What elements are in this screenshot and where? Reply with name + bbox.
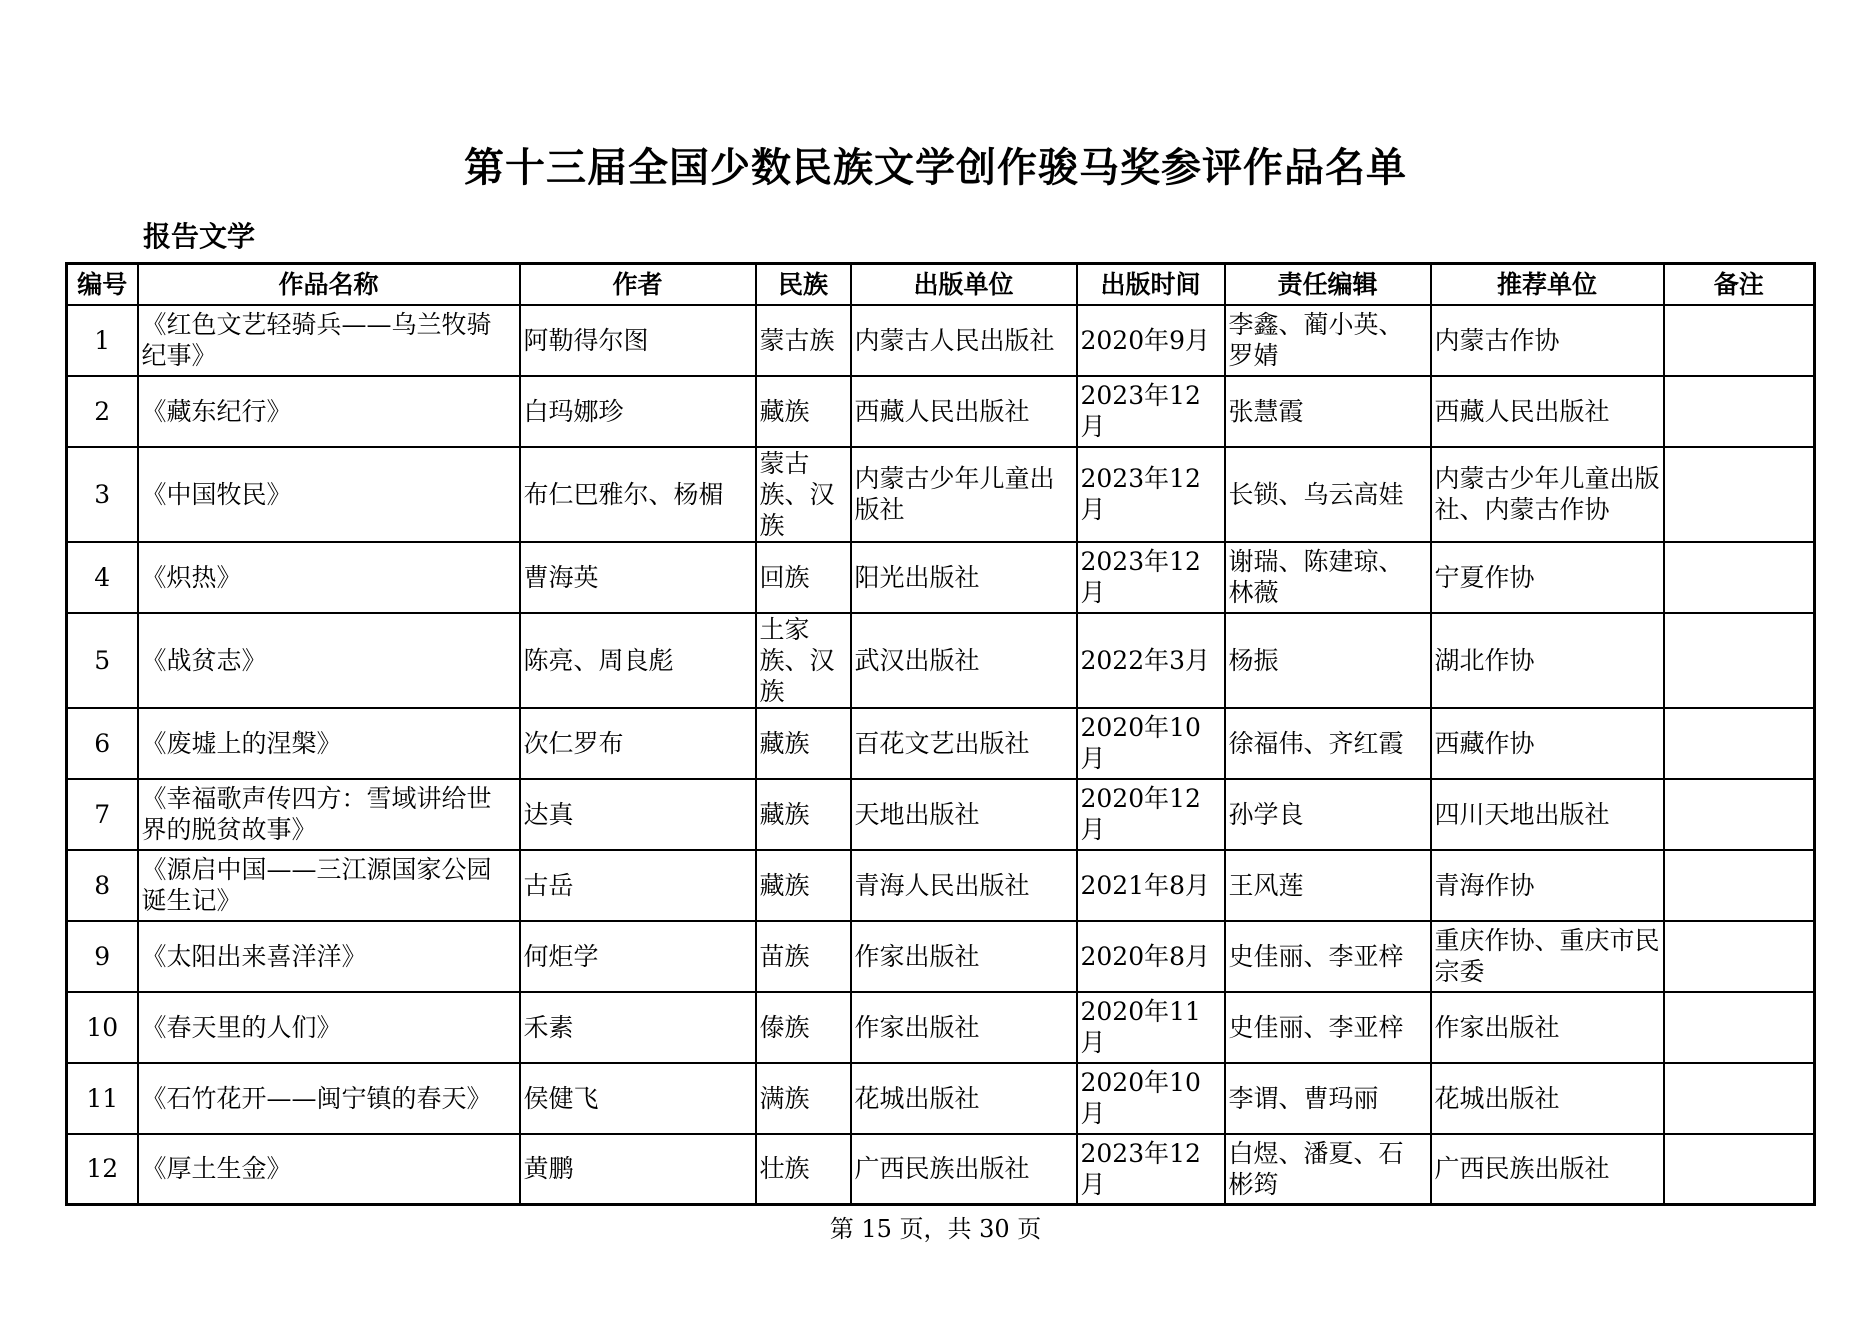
header-cell-recommender: 推荐单位 <box>1431 264 1664 305</box>
cell-ethnicity: 土家族、汉族 <box>756 613 851 708</box>
header-cell-editor: 责任编辑 <box>1225 264 1431 305</box>
cell-author: 布仁巴雅尔、杨楣 <box>520 447 756 542</box>
cell-number: 9 <box>67 921 138 992</box>
cell-number: 2 <box>67 376 138 447</box>
cell-ethnicity: 满族 <box>756 1063 851 1134</box>
cell-remarks <box>1664 1134 1815 1205</box>
cell-title: 《废墟上的涅槃》 <box>138 708 520 779</box>
cell-publisher: 青海人民出版社 <box>851 850 1077 921</box>
cell-recommender: 作家出版社 <box>1431 992 1664 1063</box>
cell-recommender: 广西民族出版社 <box>1431 1134 1664 1205</box>
cell-title: 《藏东纪行》 <box>138 376 520 447</box>
page-number: 第 15 页，共 30 页 <box>829 1215 1042 1243</box>
cell-editor: 孙学良 <box>1225 779 1431 850</box>
cell-author: 禾素 <box>520 992 756 1063</box>
table-row <box>67 850 1815 921</box>
cell-title: 《红色文艺轻骑兵——乌兰牧骑纪事》 <box>138 305 520 376</box>
cell-recommender: 西藏人民出版社 <box>1431 376 1664 447</box>
cell-remarks <box>1664 542 1815 613</box>
cell-publish-date: 2022年3月 <box>1077 613 1225 708</box>
cell-publish-date: 2023年12月 <box>1077 542 1225 613</box>
cell-editor: 李谓、曹玛丽 <box>1225 1063 1431 1134</box>
cell-publisher: 内蒙古人民出版社 <box>851 305 1077 376</box>
cell-number: 12 <box>67 1134 138 1205</box>
cell-title: 《幸福歌声传四方：雪域讲给世界的脱贫故事》 <box>138 779 520 850</box>
header-cell-author: 作者 <box>520 264 756 305</box>
cell-number: 8 <box>67 850 138 921</box>
cell-publisher: 天地出版社 <box>851 779 1077 850</box>
cell-recommender: 湖北作协 <box>1431 613 1664 708</box>
cell-title: 《春天里的人们》 <box>138 992 520 1063</box>
cell-publish-date: 2023年12月 <box>1077 1134 1225 1205</box>
cell-title: 《战贫志》 <box>138 613 520 708</box>
cell-author: 古岳 <box>520 850 756 921</box>
cell-publish-date: 2021年8月 <box>1077 850 1225 921</box>
cell-recommender: 宁夏作协 <box>1431 542 1664 613</box>
section-heading: 报告文学 <box>143 220 256 253</box>
header-cell-remarks: 备注 <box>1664 264 1815 305</box>
header-cell-publish-date: 出版时间 <box>1077 264 1225 305</box>
header-cell-publisher: 出版单位 <box>851 264 1077 305</box>
table-row <box>67 779 1815 850</box>
cell-editor: 王风莲 <box>1225 850 1431 921</box>
cell-title: 《源启中国——三江源国家公园诞生记》 <box>138 850 520 921</box>
table-row <box>67 1063 1815 1134</box>
cell-editor: 长锁、乌云高娃 <box>1225 447 1431 542</box>
cell-author: 达真 <box>520 779 756 850</box>
cell-ethnicity: 藏族 <box>756 376 851 447</box>
cell-remarks <box>1664 1063 1815 1134</box>
cell-author: 陈亮、周良彪 <box>520 613 756 708</box>
cell-title: 《太阳出来喜洋洋》 <box>138 921 520 992</box>
cell-author: 何炬学 <box>520 921 756 992</box>
table-body <box>67 305 1815 1205</box>
cell-number: 6 <box>67 708 138 779</box>
cell-number: 4 <box>67 542 138 613</box>
cell-ethnicity: 藏族 <box>756 708 851 779</box>
cell-remarks <box>1664 921 1815 992</box>
table-row <box>67 447 1815 542</box>
cell-publish-date: 2020年10月 <box>1077 708 1225 779</box>
cell-ethnicity: 藏族 <box>756 850 851 921</box>
cell-editor: 徐福伟、齐红霞 <box>1225 708 1431 779</box>
cell-recommender: 内蒙古少年儿童出版社、内蒙古作协 <box>1431 447 1664 542</box>
table-row <box>67 708 1815 779</box>
cell-ethnicity: 回族 <box>756 542 851 613</box>
cell-author: 黄鹏 <box>520 1134 756 1205</box>
works-table <box>65 262 1816 1206</box>
cell-editor: 史佳丽、李亚梓 <box>1225 992 1431 1063</box>
table-row <box>67 613 1815 708</box>
cell-recommender: 西藏作协 <box>1431 708 1664 779</box>
cell-remarks <box>1664 447 1815 542</box>
cell-recommender: 花城出版社 <box>1431 1063 1664 1134</box>
cell-recommender: 四川天地出版社 <box>1431 779 1664 850</box>
cell-title: 《中国牧民》 <box>138 447 520 542</box>
header-cell-title: 作品名称 <box>138 264 520 305</box>
cell-editor: 白煜、潘夏、石彬筠 <box>1225 1134 1431 1205</box>
cell-publisher: 广西民族出版社 <box>851 1134 1077 1205</box>
cell-author: 曹海英 <box>520 542 756 613</box>
cell-author: 白玛娜珍 <box>520 376 756 447</box>
cell-publish-date: 2023年12月 <box>1077 447 1225 542</box>
cell-editor: 史佳丽、李亚梓 <box>1225 921 1431 992</box>
document-title: 第十三届全国少数民族文学创作骏马奖参评作品名单 <box>464 145 1407 191</box>
cell-ethnicity: 蒙古族 <box>756 305 851 376</box>
cell-publish-date: 2020年8月 <box>1077 921 1225 992</box>
cell-editor: 杨振 <box>1225 613 1431 708</box>
cell-editor: 谢瑞、陈建琼、林薇 <box>1225 542 1431 613</box>
header-cell-ethnicity: 民族 <box>756 264 851 305</box>
cell-editor: 李鑫、蔺小英、罗婧 <box>1225 305 1431 376</box>
table-row <box>67 376 1815 447</box>
cell-ethnicity: 藏族 <box>756 779 851 850</box>
cell-remarks <box>1664 708 1815 779</box>
header-cell-number: 编号 <box>67 264 138 305</box>
cell-publisher: 西藏人民出版社 <box>851 376 1077 447</box>
cell-publish-date: 2020年10月 <box>1077 1063 1225 1134</box>
cell-number: 3 <box>67 447 138 542</box>
cell-number: 1 <box>67 305 138 376</box>
cell-remarks <box>1664 376 1815 447</box>
cell-publisher: 武汉出版社 <box>851 613 1077 708</box>
table-row <box>67 1134 1815 1205</box>
table-row <box>67 992 1815 1063</box>
cell-publisher: 百花文艺出版社 <box>851 708 1077 779</box>
cell-remarks <box>1664 305 1815 376</box>
table-row <box>67 305 1815 376</box>
cell-title: 《厚土生金》 <box>138 1134 520 1205</box>
cell-publish-date: 2020年12月 <box>1077 779 1225 850</box>
cell-title: 《炽热》 <box>138 542 520 613</box>
cell-ethnicity: 傣族 <box>756 992 851 1063</box>
cell-number: 5 <box>67 613 138 708</box>
table-row <box>67 542 1815 613</box>
cell-title: 《石竹花开——闽宁镇的春天》 <box>138 1063 520 1134</box>
cell-editor: 张慧霞 <box>1225 376 1431 447</box>
cell-author: 次仁罗布 <box>520 708 756 779</box>
cell-publisher: 作家出版社 <box>851 921 1077 992</box>
cell-publish-date: 2020年9月 <box>1077 305 1225 376</box>
cell-ethnicity: 苗族 <box>756 921 851 992</box>
cell-recommender: 青海作协 <box>1431 850 1664 921</box>
cell-ethnicity: 壮族 <box>756 1134 851 1205</box>
cell-author: 阿勒得尔图 <box>520 305 756 376</box>
cell-number: 11 <box>67 1063 138 1134</box>
cell-recommender: 内蒙古作协 <box>1431 305 1664 376</box>
cell-number: 10 <box>67 992 138 1063</box>
cell-recommender: 重庆作协、重庆市民宗委 <box>1431 921 1664 992</box>
cell-publisher: 作家出版社 <box>851 992 1077 1063</box>
cell-remarks <box>1664 779 1815 850</box>
cell-publish-date: 2023年12月 <box>1077 376 1225 447</box>
cell-remarks <box>1664 850 1815 921</box>
cell-publisher: 花城出版社 <box>851 1063 1077 1134</box>
cell-ethnicity: 蒙古族、汉族 <box>756 447 851 542</box>
cell-publish-date: 2020年11月 <box>1077 992 1225 1063</box>
cell-remarks <box>1664 992 1815 1063</box>
header-row <box>67 264 1815 305</box>
cell-publisher: 内蒙古少年儿童出版社 <box>851 447 1077 542</box>
cell-number: 7 <box>67 779 138 850</box>
cell-publisher: 阳光出版社 <box>851 542 1077 613</box>
table-row <box>67 921 1815 992</box>
cell-remarks <box>1664 613 1815 708</box>
cell-author: 侯健飞 <box>520 1063 756 1134</box>
